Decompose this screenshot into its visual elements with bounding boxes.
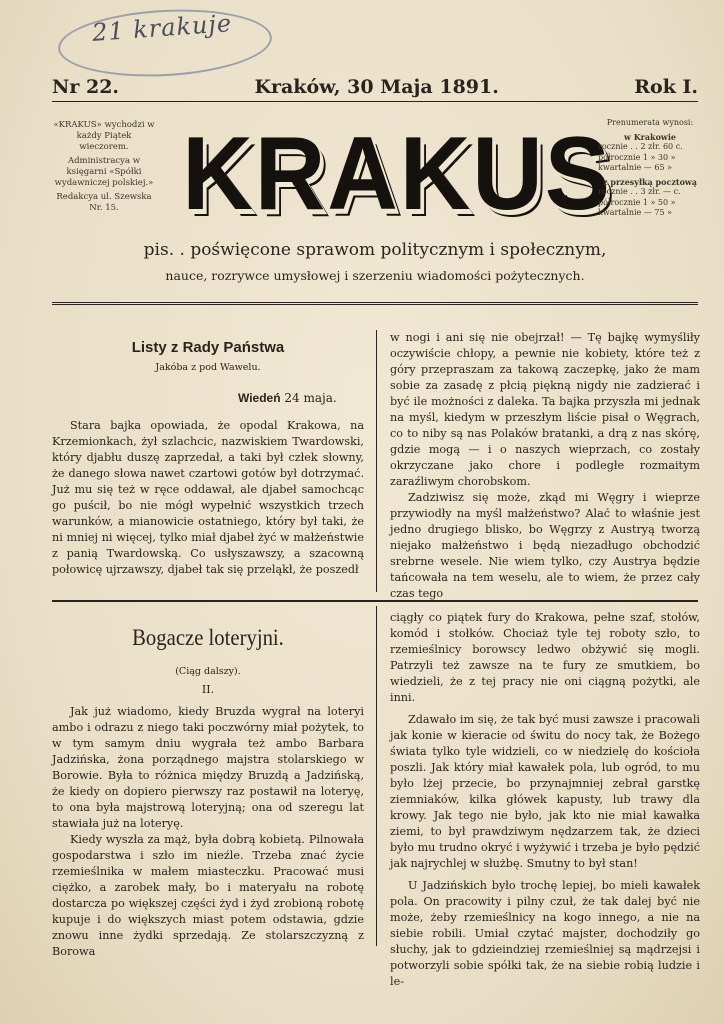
- handwritten-note: 21 krakuje: [91, 9, 233, 47]
- article1-paragraph: Zadziwisz się może, zkąd mi Węgry i wieprze przywiodły na myśl małżeństwo? Alać to właśnie jest jedno drugiego blisko, bo Węgrzy z Austryą tworzą niejako małżeństwo i będą niezadługo obchodzić srebrne wesele. Nie wiem tylko, czy Austrya będzie tańcowała na tem weselu, ale to wiem, że przez cały czas tego: [390, 491, 700, 600]
- header-rule: [52, 101, 698, 102]
- article1-dateline: [52, 390, 364, 406]
- administration-info: Administracya w księgarni «Spółki wydawniczej polskiej.»: [54, 156, 154, 188]
- subscription-post-row: półrocznie 1 » 50 »: [598, 197, 676, 207]
- article1-left-column: [52, 340, 364, 578]
- subscription-post-row: rocznie . . 3 złr. — c.: [598, 187, 681, 196]
- column-divider: [376, 606, 377, 946]
- article2-paragraph: Jak już wiadomo, kiedy Bruzda wygrał na loteryi ambo i odrazu z niego taki poczwórny miał pożytek, to w tym samym dniu wygrała też ambo Barbara Jadzińska, żona porządnego majstra stolarskiego w Borowie. Była to różnica między Bruzdą a Jadzińską, że kiedy on dopiero pierwszy raz postawił na loteryę, to ona była majstrową loteryjną; ona od szeregu lat stawiała już na loteryę.: [52, 705, 364, 830]
- subtitle-line-1: pis. . poświęcone sprawom politycznym i społecznym,: [143, 240, 607, 260]
- subscription-city-row: rocznie . . 2 złr. 60 c.: [598, 142, 683, 151]
- issue-number: Nr 22.: [52, 76, 120, 98]
- article1-author: Jakóba z pod Wawelu.: [155, 362, 261, 373]
- subscription-city-header: w Krakowie: [624, 131, 676, 142]
- article2-paragraph: U Jadzińskich było trochę lepiej, bo mieli kawałek pola. On pracowity i pilny czuł, że tak dalej być nie może, żeby rzemieślnicy na kogo innego, a nie na siebie robili. Umiał czytać majster, dochodziły go słuchy, jak to gdzieindziej rzemieślniej są mądrzejsi i potworzyli sobie spółki tak, że na siebie robią ludzie i le-: [390, 879, 700, 988]
- subscription-post-row: kwartalnie — 75 »: [598, 208, 672, 217]
- article1-title: Listy z Rady Państwa: [131, 339, 285, 356]
- place-date: Kraków, 30 Maja 1891.: [254, 76, 499, 98]
- article2-paragraph: Zdawało im się, że tak być musi zawsze i pracowali jak konie w kieracie od świtu do nocy tak, że Bożego świata tylko tyle widzieli, co w niedzielę do kościoła poszli. Jak który miał kawałek pola, lub ogród, to mu było lżej przecie, bo przynajmniej zebrał garstkę ziemniaków, kilka główek kapusty, lub trawy dla krowy. Jak tego nie było, jak kto nie miał kawałka ziemi, to był prawdziwym nędzarzem tak, że dzieci było mu trudno okryć i wyżywić i trzeba je było pędzić jak najrychlej w służbę. Smutny to był stan!: [390, 713, 700, 870]
- masthead-title: KRAKUS: [182, 116, 612, 232]
- subscription-title: Prenumerata wynosi:: [606, 118, 694, 127]
- column-divider: [376, 330, 377, 592]
- dateline-city: Wiedeń: [238, 391, 281, 405]
- subscription-city-row: półrocznie 1 » 30 »: [598, 152, 676, 162]
- article2-continued: (Ciąg dalszy).: [175, 666, 241, 677]
- subscription-post-header: z przesyłką pocztową: [603, 176, 697, 187]
- article1-right-column: [390, 330, 700, 602]
- subscription-box: [598, 118, 702, 219]
- article2-right-column: [390, 610, 700, 990]
- article-separator-rule: [52, 600, 698, 602]
- publisher-info-box: [52, 120, 156, 217]
- masthead-double-rule: [52, 302, 698, 308]
- subtitle-line-2: nauce, rozrywce umysłowej i szerzeniu wiadomości pożytecznych.: [165, 268, 585, 283]
- article2-paragraph: Kiedy wyszła za mąż, była dobrą kobietą. Pilnowała gospodarstwa i szło im nieźle. Trzeba znać życie rzemieślnika w małem miasteczku. Pracować musi ciężko, a zarobek mały, bo i materyału na robotę dostarcza po większej części żyd i żyd zrobioną robotę kupuje i do większych miast potem odstawia, gdzie znowu inne żydki sprzedają. Ze stolarszczyzną z Borowa: [52, 833, 364, 958]
- subscription-city-row: kwartalnie — 65 »: [598, 163, 672, 172]
- article2-paragraph: ciągły co piątek fury do Krakowa, pełne szaf, stołów, komód i stołków. Chociaż tyle tej roboty szło, to rzemieślnicy borowscy ledwo obżywić się mogli. Patrzyli też zawsze na te fury ze smutkiem, bo wiedzieli, że z tej pracy nie oni ciągną pożytki, ale inni.: [390, 611, 700, 704]
- publication-schedule: «KRAKUS» wychodzi w każdy Piątek wieczorem.: [53, 120, 155, 152]
- article1-paragraph: w nogi i ani się nie obejrzał! — Tę bajkę wymyśliły oczywiście chłopy, a pewnie nie kobiety, które też z góry przepraszam za takową zaczepkę, jako że mam sobie za zasadę z płcią piękną nigdy nie zadzierać i być ile możności z daleka. Ta bajka przyszła mi jednak na myśl, kiedym w przeszłym liście pisał o Węgrach, co to niby są nas Polaków bratanki, a drą z nas skórę, gdzie mogą — i o naszych wieprzach, co zostały okrzyczane jako chore i podległe rozmaitym zaraźliwym chorobskom.: [390, 331, 700, 488]
- issue-year: Rok I.: [634, 76, 698, 98]
- article1-paragraph: Stara bajka opowiada, że opodal Krakowa, na Krzemionkach, żył szlachcic, nazwiskiem Twardowski, który djabłu duszę zaprzedał, a taki był człek słowny, że danego słowa nawet czartowi gotów był dotrzymać. Już mu się też w ręce oddawał, ale djabeł samochcąc go puścił, bo nie mógł wypełnić wszystkich trzech warunków, a mianowicie ostatniego, który był taki, że ni mniej ni więcej, tylko miał djabeł żyć w małżeństwie z panią Twardowską. Co usłyszawszy, a szacowną połowicę ujrzawszy, djabeł tak się przeląkł, że poszedł: [52, 419, 364, 576]
- dateline-date: 24 maja.: [284, 391, 337, 405]
- article2-left-column: [52, 625, 364, 960]
- article2-title: Bogacze loteryjni.: [132, 625, 284, 650]
- editorial-address: Redakcya ul. Szewska Nr. 15.: [56, 192, 152, 213]
- article2-chapter: II.: [201, 683, 215, 696]
- issue-header: [52, 76, 698, 98]
